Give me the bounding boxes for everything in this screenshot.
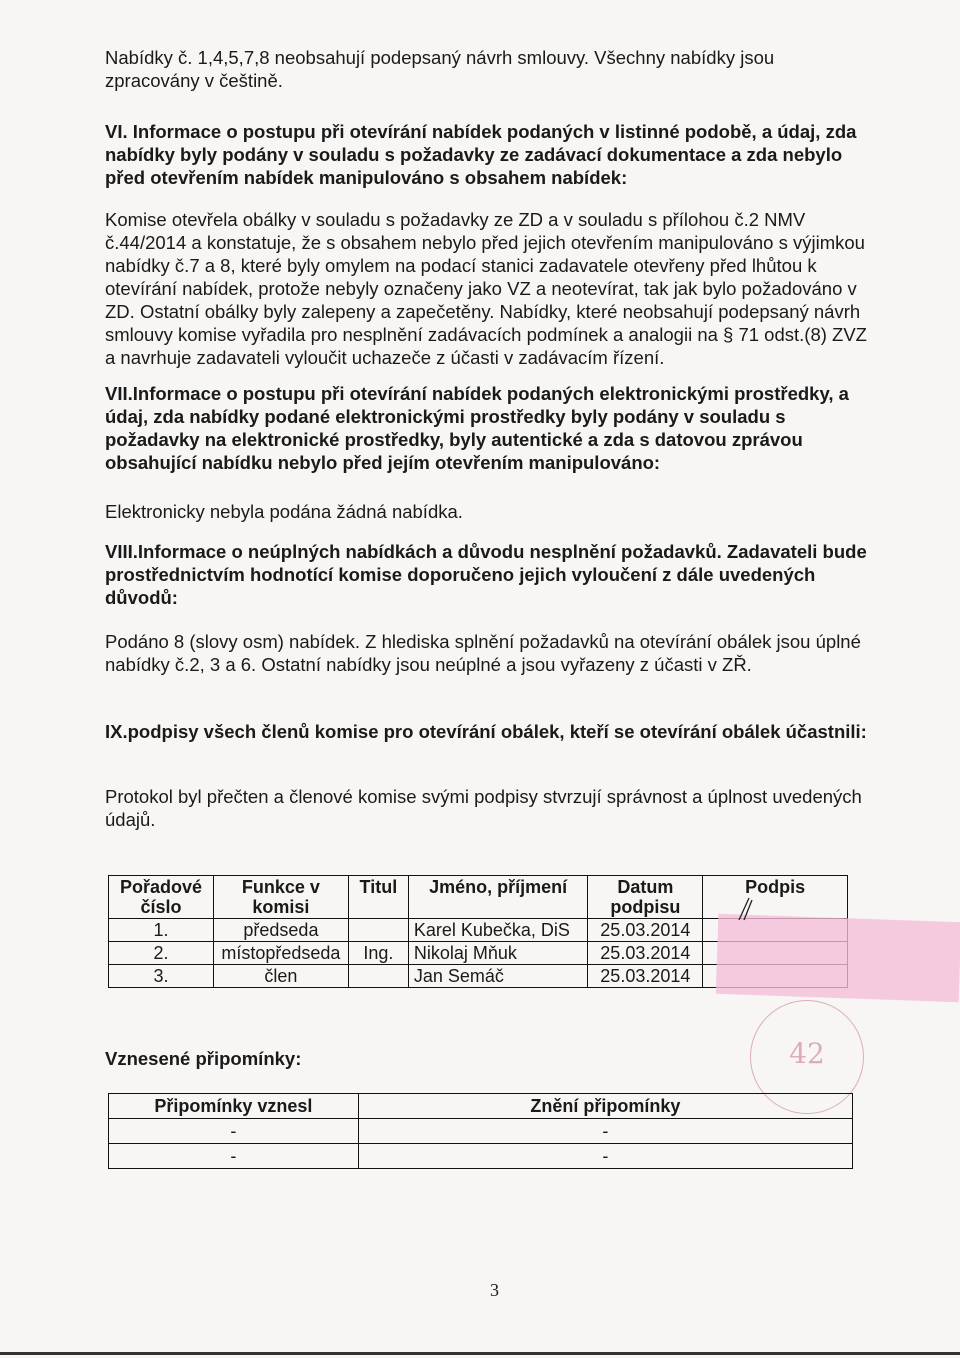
row-title: Ing. xyxy=(348,942,408,965)
pink-sticky-note xyxy=(716,914,960,1002)
page-number: 3 xyxy=(490,1280,499,1300)
header-name: Jméno, příjmení xyxy=(408,876,588,919)
intro-paragraph xyxy=(105,46,875,92)
row-remark-text: - xyxy=(358,1144,852,1169)
section-7-heading: VII.Informace o postupu při otevírání nabídek podaných elektronickými prostředky, a údaj, zda nabídky podané elektronickými prostředky byly podány v souladu s požadavky na elektronické prostředky, byly autentické a zda s datovou zprávou obsahující nabídku nebylo před jejím otevřením manipulováno: xyxy=(105,383,849,473)
signature-scribble-icon xyxy=(735,896,765,924)
row-order: 2. xyxy=(109,942,214,965)
header-date: Datum podpisu xyxy=(588,876,703,919)
row-title xyxy=(348,919,408,942)
row-date: 25.03.2014 xyxy=(588,965,703,988)
page-bottom-edge xyxy=(0,1352,960,1355)
row-date: 25.03.2014 xyxy=(588,942,703,965)
header-title: Titul xyxy=(348,876,408,919)
section-9-heading: IX.podpisy všech členů komise pro otevírání obálek, kteří se otevírání obálek účastnili: xyxy=(105,721,867,742)
intro-line-2: zpracovány v češtině. xyxy=(105,70,283,91)
remarks-table-header xyxy=(109,1094,853,1119)
table-row xyxy=(109,1144,853,1169)
row-order: 3. xyxy=(109,965,214,988)
header-signature: Podpis xyxy=(703,876,848,919)
table-row xyxy=(109,1119,853,1144)
section-7-body: Elektronicky nebyla podána žádná nabídka. xyxy=(105,501,463,522)
row-raised-by: - xyxy=(109,1119,359,1144)
section-6-heading: VI. Informace o postupu při otevírání nabídek podaných v listinné podobě, a údaj, zda nabídky byly podány v souladu s požadavky ze zadávací dokumentace a zda nebylo před otevřením nabídek manipulováno s obsahem nabídek: xyxy=(105,121,857,188)
row-name: Karel Kubečka, DiS xyxy=(408,919,588,942)
section-6-body: Komise otevřela obálky v souladu s požadavky ze ZD a v souladu s přílohou č.2 NMV č.44/2014 a konstatuje, že s obsahem nebylo před jejich otevřením manipulováno s výjimkou nabídky č.7 a 8, které byly omylem na podací stanici zadavatele otevřeny před lhůtou k otevírání nabídek, protože nebyly označeny jako VZ a neotevírat, tak jak bylo požadováno v ZD. Ostatní obálky byly zalepeny a zapečetěny. Nabídky, které neobsahují podepsaný návrh smlouvy komise vyřadila pro nesplnění zadávacích podmínek a analogii na § 71 odst.(8) ZVZ a navrhuje zadavateli vyloučit uchazeče z účasti v zadávacím řízení. xyxy=(105,209,867,368)
section-8-body: Podáno 8 (slovy osm) nabídek. Z hlediska splnění požadavků na otevírání obálek jsou úplné nabídky č.2, 3 a 6. Ostatní nabídky jsou neúplné a jsou vyřazeny z účasti v ZŘ. xyxy=(105,631,861,675)
stamp-number: 42 xyxy=(789,1037,825,1070)
remarks-table xyxy=(108,1093,853,1169)
header-raised-by: Připomínky vznesl xyxy=(109,1094,359,1119)
header-role: Funkce v komisi xyxy=(213,876,348,919)
row-title xyxy=(348,965,408,988)
section-8-heading: VIII.Informace o neúplných nabídkách a důvodu nesplnění požadavků. Zadavateli bude prostřednictvím hodnotící komise doporučeno jejich vyloučení z dále uvedených důvodů: xyxy=(105,541,867,608)
row-raised-by: - xyxy=(109,1144,359,1169)
row-role: místopředseda xyxy=(213,942,348,965)
row-role: člen xyxy=(213,965,348,988)
row-date: 25.03.2014 xyxy=(588,919,703,942)
row-order: 1. xyxy=(109,919,214,942)
header-remark-text: Znění připomínky xyxy=(358,1094,852,1119)
remarks-title: Vznesené připomínky: xyxy=(105,1048,302,1069)
row-role: předseda xyxy=(213,919,348,942)
row-remark-text: - xyxy=(358,1119,852,1144)
section-9-body: Protokol byl přečten a členové komise svými podpisy stvrzují správnost a úplnost uvedených údajů. xyxy=(105,786,862,830)
header-order: Pořadové číslo xyxy=(109,876,214,919)
intro-line-1: Nabídky č. 1,4,5,7,8 neobsahují podepsaný návrh smlouvy. Všechny nabídky jsou xyxy=(105,47,775,68)
row-name: Jan Semáč xyxy=(408,965,588,988)
row-name: Nikolaj Mňuk xyxy=(408,942,588,965)
